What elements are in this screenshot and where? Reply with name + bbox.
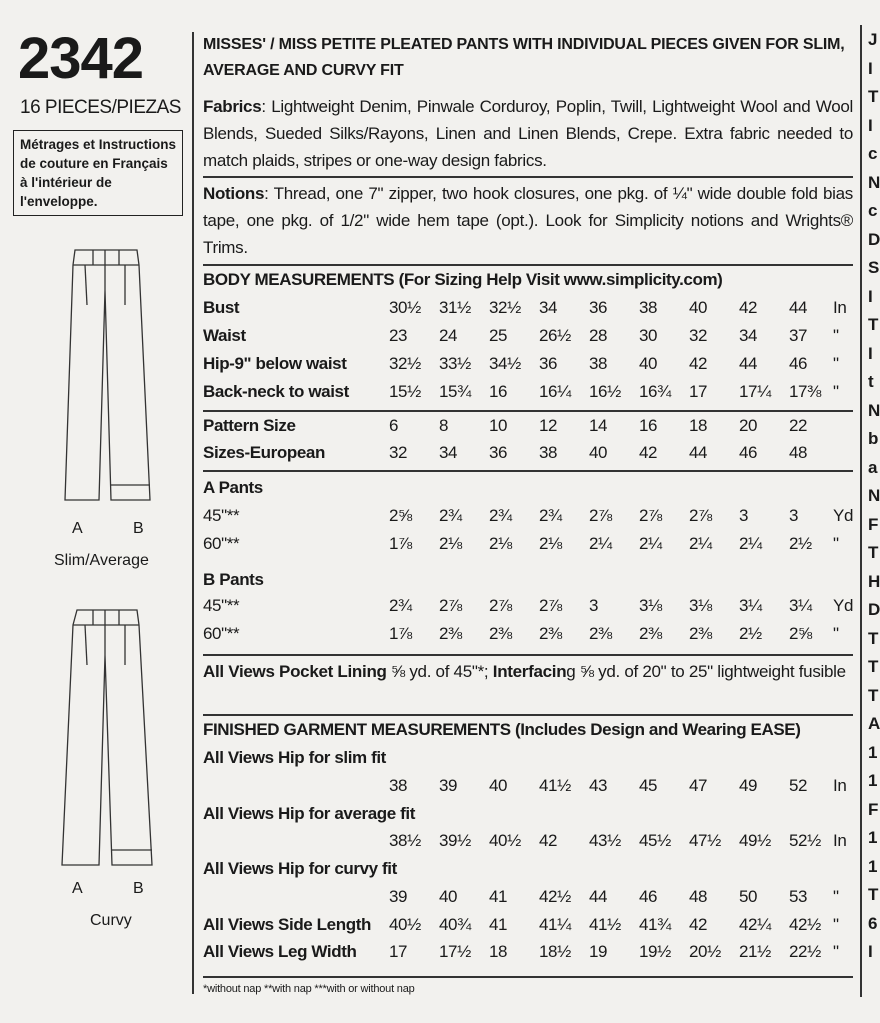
table-cell: 2⅝: [789, 624, 812, 643]
table-cell: 12: [539, 416, 558, 435]
table-cell: 16¾: [639, 382, 671, 401]
table-cell: 32½: [489, 298, 521, 317]
table-cell: 49½: [739, 831, 771, 850]
row-label: 45"**: [203, 506, 240, 525]
divider-line: [203, 654, 853, 656]
view-letter-b: B: [133, 520, 144, 537]
table-cell: 50: [739, 887, 758, 906]
table-cell: 46: [739, 443, 758, 462]
edge-letter: J: [868, 30, 878, 49]
table-cell: 40: [589, 443, 608, 462]
unit-label: ": [833, 887, 839, 906]
edge-letter: T: [868, 315, 879, 334]
table-cell: 15¾: [439, 382, 471, 401]
table-row: [203, 382, 853, 409]
table-cell: 3¼: [789, 596, 812, 615]
table-row: [203, 416, 853, 443]
table-cell: 2¾: [539, 506, 562, 525]
notions-paragraph: [203, 180, 853, 261]
table-cell: 20½: [689, 942, 721, 961]
french-instructions-note: [13, 130, 183, 216]
table-row: [203, 831, 853, 858]
table-cell: 30: [639, 326, 658, 345]
table-cell: 19: [589, 942, 608, 961]
table-cell: 40: [439, 887, 458, 906]
table-cell: 18: [489, 942, 508, 961]
table-cell: 39½: [439, 831, 471, 850]
edge-letter: c: [868, 201, 878, 220]
table-cell: 34: [539, 298, 558, 317]
table-cell: 42½: [539, 887, 571, 906]
table-cell: 2⅞: [589, 506, 612, 525]
table-cell: 17⅜: [789, 382, 821, 401]
view-letter-b: B: [133, 880, 144, 897]
table-cell: 42: [539, 831, 558, 850]
table-cell: 30½: [389, 298, 421, 317]
table-cell: 2½: [739, 624, 762, 643]
table-row: [203, 887, 853, 914]
table-cell: 36: [539, 354, 558, 373]
unit-label: In: [833, 776, 847, 795]
interfacing-text: g ⅝ yd. of 20" to 25" lightweight fusible: [566, 662, 846, 681]
notions-label: Notions: [203, 184, 265, 203]
table-cell: 2¾: [439, 506, 462, 525]
table-cell: 40½: [389, 915, 421, 934]
row-label: Waist: [203, 326, 246, 345]
divider-line: [203, 976, 853, 978]
table-cell: 40: [489, 776, 508, 795]
edge-letter: D: [868, 600, 880, 619]
table-cell: 2¼: [689, 534, 712, 553]
unit-label: In: [833, 831, 847, 850]
edge-letter: T: [868, 685, 879, 705]
table-cell: 17: [689, 382, 708, 401]
table-cell: 2⅛: [489, 534, 512, 553]
row-label: 60"**: [203, 534, 240, 553]
edge-letter: H: [868, 571, 880, 591]
table-cell: 2¼: [589, 534, 612, 553]
table-cell: 22½: [789, 942, 821, 961]
fabrics-label: Fabrics: [203, 97, 262, 116]
edge-letter: a: [868, 457, 878, 477]
divider-line: [203, 714, 853, 716]
table-cell: 38: [589, 354, 608, 373]
table-cell: 41¼: [539, 915, 571, 934]
view-caption-slim-average: Slim/Average: [54, 552, 149, 569]
table-cell: 38: [639, 298, 658, 317]
table-cell: 41¾: [639, 915, 671, 934]
table-cell: 53: [789, 887, 808, 906]
table-cell: 3: [789, 506, 799, 525]
edge-letter: 1: [868, 742, 878, 762]
table-cell: 41: [489, 915, 508, 934]
edge-letter: T: [868, 543, 879, 562]
table-cell: 1⅞: [389, 624, 412, 643]
table-cell: 2⅜: [539, 624, 562, 643]
table-row: [203, 298, 853, 325]
table-cell: 41½: [539, 776, 571, 795]
table-cell: 41½: [589, 915, 621, 934]
left-divider: [192, 32, 194, 994]
table-cell: 15½: [389, 382, 421, 401]
table-cell: 45½: [639, 831, 671, 850]
edge-letter: F: [868, 799, 879, 819]
table-cell: 43: [589, 776, 608, 795]
table-cell: 2¼: [639, 534, 662, 553]
table-cell: 32: [389, 443, 408, 462]
table-row: [203, 624, 853, 651]
table-row: [203, 596, 853, 623]
table-cell: 6: [389, 416, 399, 435]
edge-letter: I: [868, 58, 873, 78]
edge-letter: S: [868, 258, 880, 277]
pocket-lining-label: All Views Pocket Lining: [203, 662, 387, 681]
table-cell: 34: [739, 326, 758, 345]
table-row: [203, 443, 853, 470]
edge-letter: b: [868, 429, 879, 448]
edge-letter: 1: [868, 828, 878, 847]
pieces-count: 16 PIECES/PIEZAS: [20, 97, 181, 118]
table-cell: 17: [389, 942, 408, 961]
view-letter-a: A: [72, 880, 83, 897]
unit-label: ": [833, 382, 839, 401]
edge-letter: D: [868, 229, 880, 249]
table-cell: 34: [439, 443, 458, 462]
table-row: [203, 506, 853, 533]
table-cell: 28: [589, 326, 608, 345]
table-cell: 42: [739, 298, 758, 317]
table-cell: 40½: [489, 831, 521, 850]
table-cell: 52½: [789, 831, 821, 850]
table-cell: 44: [589, 887, 608, 906]
table-cell: 2⅞: [439, 596, 462, 615]
table-cell: 22: [789, 416, 808, 435]
table-cell: 34½: [489, 354, 521, 373]
table-cell: 16½: [589, 382, 621, 401]
table-cell: 47½: [689, 831, 721, 850]
french-note-line: l'enveloppe.: [20, 194, 98, 209]
edge-letter: T: [868, 885, 879, 904]
table-cell: 2⅜: [589, 624, 612, 643]
divider-line: [203, 176, 853, 178]
table-cell: 10: [489, 416, 508, 435]
table-cell: 39: [439, 776, 458, 795]
unit-label: ": [833, 534, 839, 553]
table-row: [203, 326, 853, 353]
table-cell: 49: [739, 776, 758, 795]
table-cell: 38½: [389, 831, 421, 850]
table-cell: 38: [539, 443, 558, 462]
table-cell: 43½: [589, 831, 621, 850]
table-cell: 36: [589, 298, 608, 317]
unit-label: ": [833, 942, 839, 961]
row-label: 45"**: [203, 596, 240, 615]
edge-letter: t: [868, 372, 874, 391]
table-cell: 46: [789, 354, 808, 373]
table-cell: 2⅜: [439, 624, 462, 643]
table-cell: 41: [489, 887, 508, 906]
table-cell: 24: [439, 326, 458, 345]
table-cell: 42: [639, 443, 658, 462]
interfacing-label: Interfacin: [492, 662, 567, 681]
table-cell: 32: [689, 326, 708, 345]
french-note-line: à l'intérieur de: [20, 175, 112, 190]
table-cell: 42½: [789, 915, 821, 934]
table-cell: 3¼: [739, 596, 762, 615]
table-cell: 16: [639, 416, 658, 435]
table-cell: 25: [489, 326, 508, 345]
edge-letter: c: [868, 144, 878, 163]
table-cell: 44: [689, 443, 708, 462]
edge-letter: I: [868, 343, 873, 363]
table-row: [203, 534, 853, 561]
table-cell: 44: [739, 354, 758, 373]
row-label: Back-neck to waist: [203, 382, 349, 401]
table-cell: 3⅛: [689, 596, 712, 615]
table-cell: 21½: [739, 942, 771, 961]
table-cell: 37: [789, 326, 808, 345]
table-row: [203, 915, 853, 942]
unit-label: Yd: [833, 596, 853, 615]
table-cell: 1⅞: [389, 534, 412, 553]
pants-drawing-slim-average: [55, 245, 165, 515]
table-cell: 2⅜: [489, 624, 512, 643]
edge-letter: F: [868, 514, 879, 534]
pocket-lining-paragraph: [203, 658, 853, 685]
table-cell: 44: [789, 298, 808, 317]
table-cell: 31½: [439, 298, 471, 317]
table-row: [203, 354, 853, 381]
table-row: [203, 776, 853, 803]
edge-letter: I: [868, 942, 873, 961]
table-cell: 39: [389, 887, 408, 906]
notions-text: : Thread, one 7" zipper, two hook closures, one pkg. of ¼" wide double fold bias tape, one pkg. of 1/2" wide hem tape (opt.). Look for Simplicity notions and Wrights® Trims.: [203, 184, 853, 257]
table-cell: 2⅞: [489, 596, 512, 615]
table-cell: 2¼: [739, 534, 762, 553]
view-letter-a: A: [72, 520, 83, 537]
table-cell: 2⅞: [539, 596, 562, 615]
table-cell: 16¼: [539, 382, 571, 401]
row-label: All Views Leg Width: [203, 942, 357, 961]
unit-label: Yd: [833, 506, 853, 525]
edge-letter: N: [868, 486, 880, 505]
table-cell: 2¾: [389, 596, 412, 615]
table-cell: 46: [639, 887, 658, 906]
table-cell: 14: [589, 416, 608, 435]
table-cell: 38: [389, 776, 408, 795]
body-measurements-header: BODY MEASUREMENTS (For Sizing Help Visit www.simplicity.com): [203, 270, 723, 289]
edge-letter: A: [868, 714, 880, 733]
row-label: All Views Side Length: [203, 915, 371, 934]
table-cell: 40: [639, 354, 658, 373]
table-cell: 2⅜: [689, 624, 712, 643]
pants-drawing-curvy: [55, 605, 165, 875]
french-note-line: de couture en Français: [20, 156, 168, 171]
table-cell: 47: [689, 776, 708, 795]
table-cell: 36: [489, 443, 508, 462]
pattern-title-line: MISSES' / MISS PETITE PLEATED PANTS WITH INDIVIDUAL PIECES GIVEN FOR SLIM,: [203, 36, 845, 53]
edge-letter: T: [868, 628, 879, 648]
row-label: 60"**: [203, 624, 240, 643]
table-cell: 2⅜: [639, 624, 662, 643]
divider-line: [203, 470, 853, 472]
row-label: Pattern Size: [203, 416, 296, 435]
table-cell: 23: [389, 326, 408, 345]
table-cell: 2⅝: [389, 506, 412, 525]
edge-letter: I: [868, 115, 873, 135]
hip-curvy-label: All Views Hip for curvy fit: [203, 859, 397, 878]
table-cell: 3: [739, 506, 749, 525]
table-cell: 18½: [539, 942, 571, 961]
unit-label: ": [833, 624, 839, 643]
table-cell: 18: [689, 416, 708, 435]
table-cell: 45: [639, 776, 658, 795]
french-note-line: Métrages et Instructions: [20, 137, 177, 152]
finished-measurements-header: FINISHED GARMENT MEASUREMENTS (Includes Design and Wearing EASE): [203, 720, 801, 739]
edge-letter: 6: [868, 913, 878, 933]
pocket-lining-text: ⅝ yd. of 45"*;: [386, 662, 493, 681]
row-label: Hip-9" below waist: [203, 354, 347, 373]
table-row: [203, 942, 853, 969]
pattern-number: 2342: [18, 26, 144, 91]
table-cell: 42: [689, 354, 708, 373]
table-cell: 8: [439, 416, 449, 435]
divider-line: [203, 264, 853, 266]
fabrics-paragraph: [203, 93, 853, 174]
row-label: Bust: [203, 298, 240, 317]
right-divider: [860, 25, 862, 997]
title-block: [203, 32, 853, 84]
table-cell: 17¼: [739, 382, 771, 401]
left-panel: [0, 0, 192, 1023]
footnote: *without nap **with nap ***with or without nap: [203, 983, 415, 995]
table-cell: 2⅛: [439, 534, 462, 553]
edge-letter: T: [868, 87, 879, 106]
table-cell: 40: [689, 298, 708, 317]
divider-line: [203, 410, 853, 412]
table-cell: 2¾: [489, 506, 512, 525]
table-cell: 3⅛: [639, 596, 662, 615]
edge-letter: N: [868, 172, 880, 192]
unit-label: ": [833, 354, 839, 373]
unit-label: ": [833, 915, 839, 934]
table-cell: 48: [689, 887, 708, 906]
edge-letter: N: [868, 400, 880, 420]
table-cell: 2⅛: [539, 534, 562, 553]
table-cell: 52: [789, 776, 808, 795]
table-cell: 40¾: [439, 915, 471, 934]
table-cell: 32½: [389, 354, 421, 373]
edge-letter: I: [868, 286, 873, 306]
table-cell: 20: [739, 416, 758, 435]
unit-label: In: [833, 298, 847, 317]
view-caption-curvy: Curvy: [90, 912, 132, 929]
unit-label: ": [833, 326, 839, 345]
hip-slim-label: All Views Hip for slim fit: [203, 748, 386, 767]
b-pants-header: B Pants: [203, 570, 264, 589]
table-cell: 2⅞: [689, 506, 712, 525]
table-cell: 26½: [539, 326, 571, 345]
edge-letter: 1: [868, 856, 878, 876]
table-cell: 16: [489, 382, 508, 401]
a-pants-header: A Pants: [203, 478, 263, 497]
table-cell: 33½: [439, 354, 471, 373]
edge-letter: T: [868, 657, 879, 676]
table-cell: 42: [689, 915, 708, 934]
pattern-title-line: AVERAGE AND CURVY FIT: [203, 62, 404, 79]
row-label: Sizes-European: [203, 443, 325, 462]
fabrics-text: : Lightweight Denim, Pinwale Corduroy, Poplin, Twill, Lightweight Wool and Wool Blends, Sueded Silks/Rayons, Linen and Linen Blends, Crepe. Extra fabric needed to match plaids, stripes or one-way design fabrics.: [203, 97, 853, 170]
table-cell: 17½: [439, 942, 471, 961]
edge-letter: 1: [868, 771, 878, 790]
table-cell: 2⅞: [639, 506, 662, 525]
hip-average-label: All Views Hip for average fit: [203, 804, 415, 823]
table-cell: 42¼: [739, 915, 771, 934]
table-cell: 19½: [639, 942, 671, 961]
table-cell: 2½: [789, 534, 812, 553]
table-cell: 3: [589, 596, 599, 615]
table-cell: 48: [789, 443, 808, 462]
